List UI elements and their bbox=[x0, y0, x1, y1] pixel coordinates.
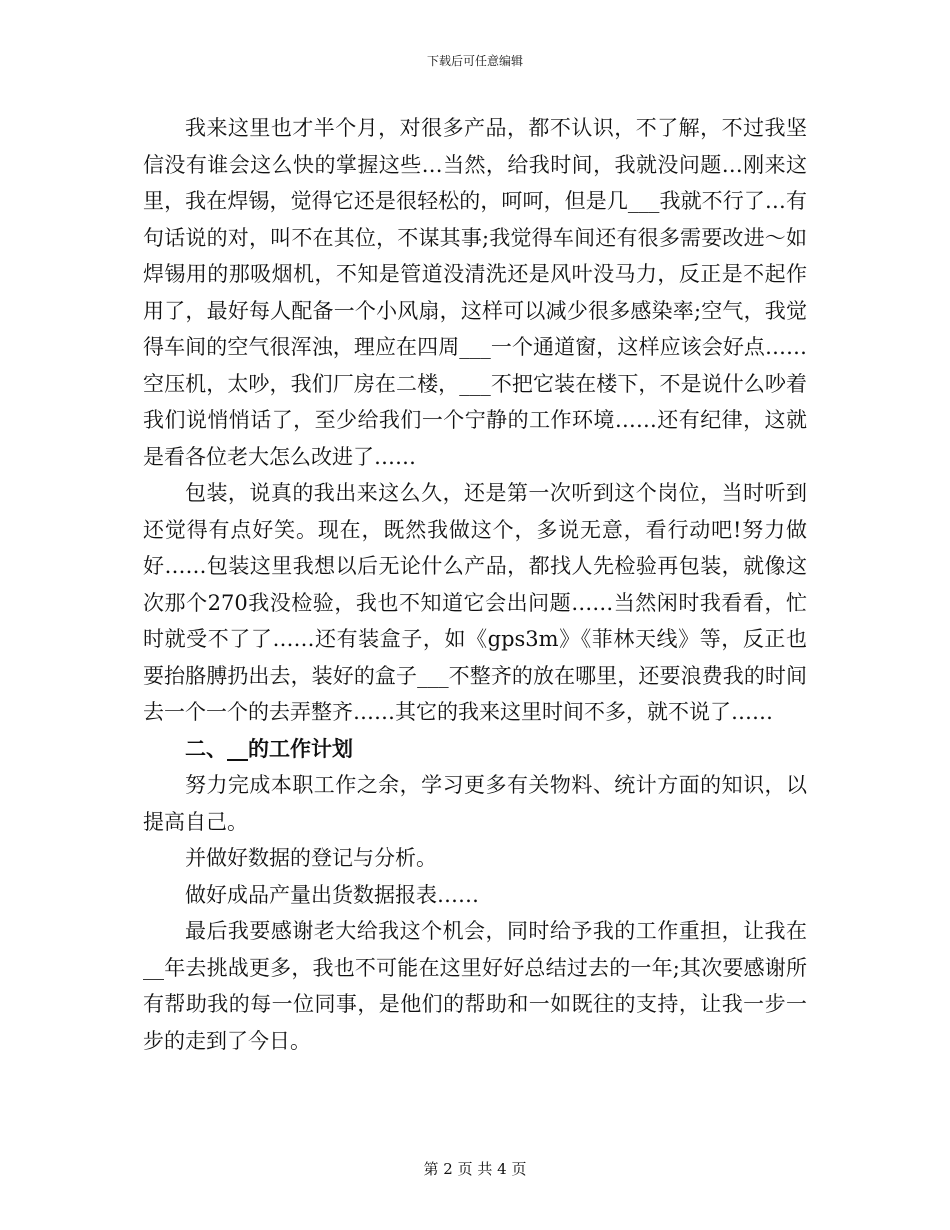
paragraph-plan-data: 并做好数据的登记与分析。 bbox=[185, 846, 437, 870]
paragraph-plan-report: 做好成品产量出货数据报表…… bbox=[185, 882, 479, 907]
paragraph-thanks: 最后我要感谢老大给我这个机会，同时给予我的工作重担，让我在__年去挑战更多，我也不可能在这里好好总结过去的一年;其次要感谢所有帮助我的每一位同事，是他们的帮助和一如既往的支持，让我一步一步的走到了今日。 bbox=[143, 919, 807, 1053]
page-header: 下载后可任意编辑 bbox=[426, 54, 523, 68]
section-heading-work-plan: 二、__的工作计划 bbox=[185, 735, 353, 761]
paragraph-plan-study: 努力完成本职工作之余，学习更多有关物料、统计方面的知识，以提高自己。 bbox=[143, 773, 807, 834]
page-number: 第 2 页 共 4 页 bbox=[423, 1160, 527, 1178]
document-body bbox=[143, 110, 807, 1059]
paragraph-workshop: 我来这里也才半个月，对很多产品，都不认识，不了解，不过我坚信没有谁会这么快的掌握这些…当然，给我时间，我就没问题…刚来这里，我在焊锡，觉得它还是很轻松的，呵呵，但是几___我就不行了…有句话说的对，叫不在其位，不谋其事;我觉得车间还有很多需要改进～如焊锡用的那吸烟机，不知是管道没清洗还是风叶没马力，反正是不起作用了，最好每人配备一个小风扇，这样可以减少很多感染率;空气，我觉得车间的空气很浑浊，理应在四周___一个通道窗，这样应该会好点……空压机，太吵，我们厂房在二楼，___不把它装在楼下，不是说什么吵着我们说悄悄话了，至少给我们一个宁静的工作环境……还有纪律，这就是看各位老大怎么改进了…… bbox=[143, 116, 807, 469]
paragraph-packaging: 包装，说真的我出来这么久，还是第一次听到这个岗位，当时听到还觉得有点好笑。现在，既然我做这个，多说无意，看行动吧!努力做好……包装这里我想以后无论什么产品，都找人先检验再包装，就像这次那个270我没检验，我也不知道它会出问题……当然闲时我看看，忙时就受不了了……还有装盒子，如《gps3m》《菲林天线》等，反正也要抬胳膊扔出去，装好的盒子___不整齐的放在哪里，还要浪费我的时间去一个一个的去弄整齐……其它的我来这里时间不多，就不说了…… bbox=[143, 481, 807, 724]
